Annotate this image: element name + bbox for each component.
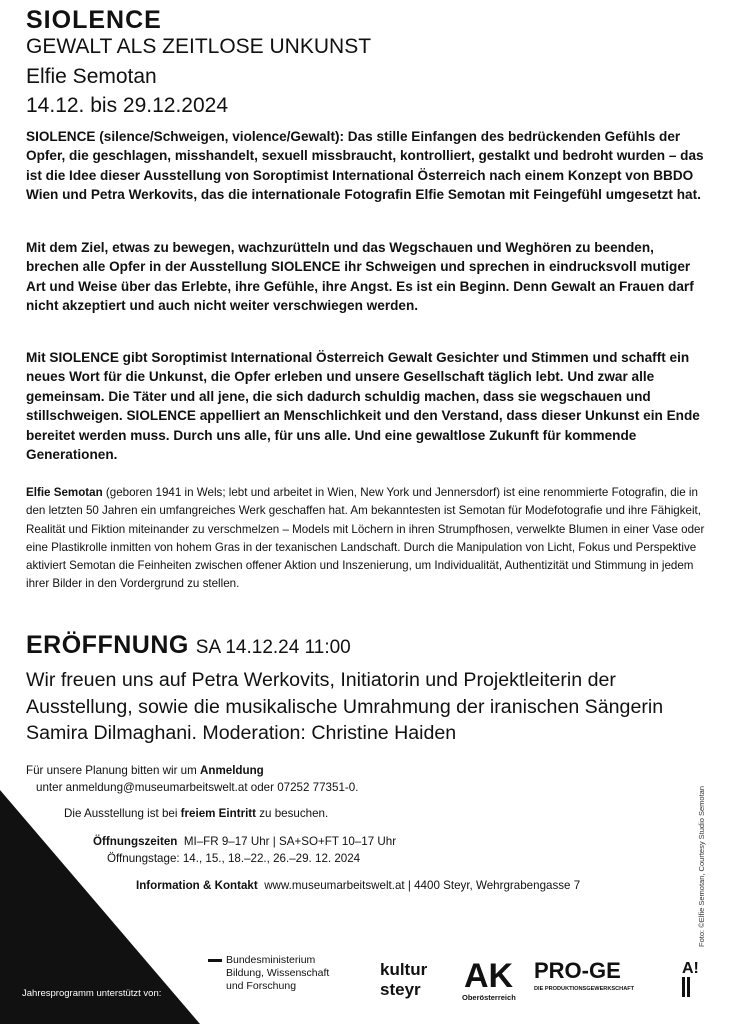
ak-main-text: AK <box>464 957 514 995</box>
intro-paragraph-2: Mit dem Ziel, etwas zu bewegen, wachzurütteln und das Wegschauen und Weghören zu beenden, brechen alle Opfer in der Ausstellung SIOLENCE ihr Schweigen und sprechen in eindrucksvoll mutiger Art und Weise über das Erlebte, ihre Gefühle, ihre Angst. Es ist ein Beginn. Denn Gewalt an Frauen darf nicht akzeptiert und auch nicht weiter verschwiegen werden. <box>26 240 694 314</box>
admission-pre: Die Ausstellung ist bei <box>64 807 181 820</box>
opening-days: Öffnungstage: 14., 15., 18.–22., 26.–29. 12. 2024 <box>107 852 361 865</box>
artist-name: Elfie Semotan <box>26 65 157 88</box>
admission-post: zu besuchen. <box>256 807 329 820</box>
ministry-line1: Bundesministerium <box>226 954 316 966</box>
photo-credit: Foto: ©Elfie Semotan, Courtesy Studio Semotan <box>697 785 706 947</box>
contact-label: Information & Kontakt <box>136 879 258 892</box>
intro-paragraph-3: Mit SIOLENCE gibt Soroptimist International Österreich Gewalt Gesichter und Stimmen und schafft ein neues Wort für die Unkunst, die Opfer erleben und unsere Gesellschaft täglich lebt. Und zwar alle gemeinsam. Die Täter und all jene, die sich dadurch schuldig machen, dass sie wegschauen und stillschweigen. SIOLENCE appelliert an Menschlichkeit und den Verstand, dass dieser Unkunst ein Ende bereitet werden muss. Durch uns alle, für uns alle. Und eine gewaltlose Zukunft für kommende Generationen. <box>26 350 700 463</box>
ak-sub-text: Oberösterreich <box>462 993 516 1002</box>
exhibition-subtitle: GEWALT ALS ZEITLOSE UNKUNST <box>26 35 372 58</box>
artist-bio <box>26 484 710 594</box>
hours-value: MI–FR 9–17 Uhr | SA+SO+FT 10–17 Uhr <box>183 835 397 848</box>
contact-value: www.museumarbeitswelt.at | 4400 Steyr, Wehrgrabengasse 7 <box>264 879 581 892</box>
kultur-steyr-logo <box>378 957 440 999</box>
proge-logo <box>534 956 652 996</box>
ai-logo <box>680 955 702 999</box>
exhibition-dates: 14.12. bis 29.12.2024 <box>26 94 229 117</box>
sponsor-note: Jahresprogramm unterstützt von: <box>22 988 162 999</box>
ministry-line3: und Forschung <box>226 980 297 992</box>
ai-logo-text: A! <box>682 960 699 977</box>
ministry-line2: Bildung, Wissenschaft <box>226 967 330 979</box>
kultur-top-text: kultur <box>380 960 428 979</box>
austria-flag-icon <box>208 959 222 962</box>
contact-info <box>136 877 580 895</box>
admission-bold: freiem Eintritt <box>180 807 257 820</box>
opening-label: ERÖFFNUNG <box>26 631 189 659</box>
registration-note <box>26 762 264 780</box>
proge-main-text: PRO-GE <box>534 958 621 983</box>
bio-name: Elfie Semotan <box>26 486 103 499</box>
kultur-bottom-text: steyr <box>380 980 421 999</box>
opening-heading <box>26 630 351 663</box>
exhibition-title: SIOLENCE <box>26 6 162 34</box>
bio-text: (geboren 1941 in Wels; lebt und arbeitet in Wien, New York und Jennersdorf) ist eine renommierte Fotografin, die in den letzten 50 Jahren ein umfangreiches Werk geschaffen hat. Am bekanntesten ist Semotan für Modefotografie und ihre Fähigkeit, Realität und Fiktion miteinander zu verschmelzen – Models mit Löchern in ihren Strumpfhosen, verwelkte Blumen in einer Vase oder eine Plastikrolle inmitten von hohem Gras in der texanischen Landschaft. Durch die Manipulation von Licht, Fokus und Perspektive aktiviert Semotan die Feinheiten zwischen offener Aktion und Inszenierung, um Individualität, Authentizität und Stimmung in jedem ihrer Bilder in den Vordergrund zu stellen. <box>26 486 705 591</box>
opening-invitation: Wir freuen uns auf Petra Werkovits, Initiatorin und Projektleiterin der Ausstellung, sowie die musikalische Umrahmung der iranischen Sängerin Samira Dilmaghani. Moderation: Christine Haiden <box>26 669 664 744</box>
registration-pre: Für unsere Planung bitten wir um <box>26 764 200 777</box>
registration-contact: unter anmeldung@museumarbeitswelt.at oder 07252 77351-0. <box>36 781 359 794</box>
registration-bold: Anmeldung <box>200 764 264 777</box>
intro-paragraph-1: SIOLENCE (silence/Schweigen, violence/Gewalt): Das stille Einfangen des bedrückenden Gefühls der Opfer, die geschlagen, misshandelt, sexuell missbraucht, kontrolliert, gestalkt und bedroht wurden – das ist die Idee dieser Ausstellung von Soroptimist International Österreich nach einem Konzept von BBDO Wien und Petra Werkovits, das die internationale Fotografin Elfie Semotan mit Feingefühl umgesetzt hat. <box>26 129 704 203</box>
opening-datetime: SA 14.12.24 11:00 <box>195 637 351 658</box>
ak-logo <box>460 955 520 1003</box>
ministry-logo <box>208 954 348 993</box>
hours-label: Öffnungszeiten <box>93 835 178 848</box>
proge-sub-text: DIE PRODUKTIONSGEWERKSCHAFT <box>534 986 635 992</box>
